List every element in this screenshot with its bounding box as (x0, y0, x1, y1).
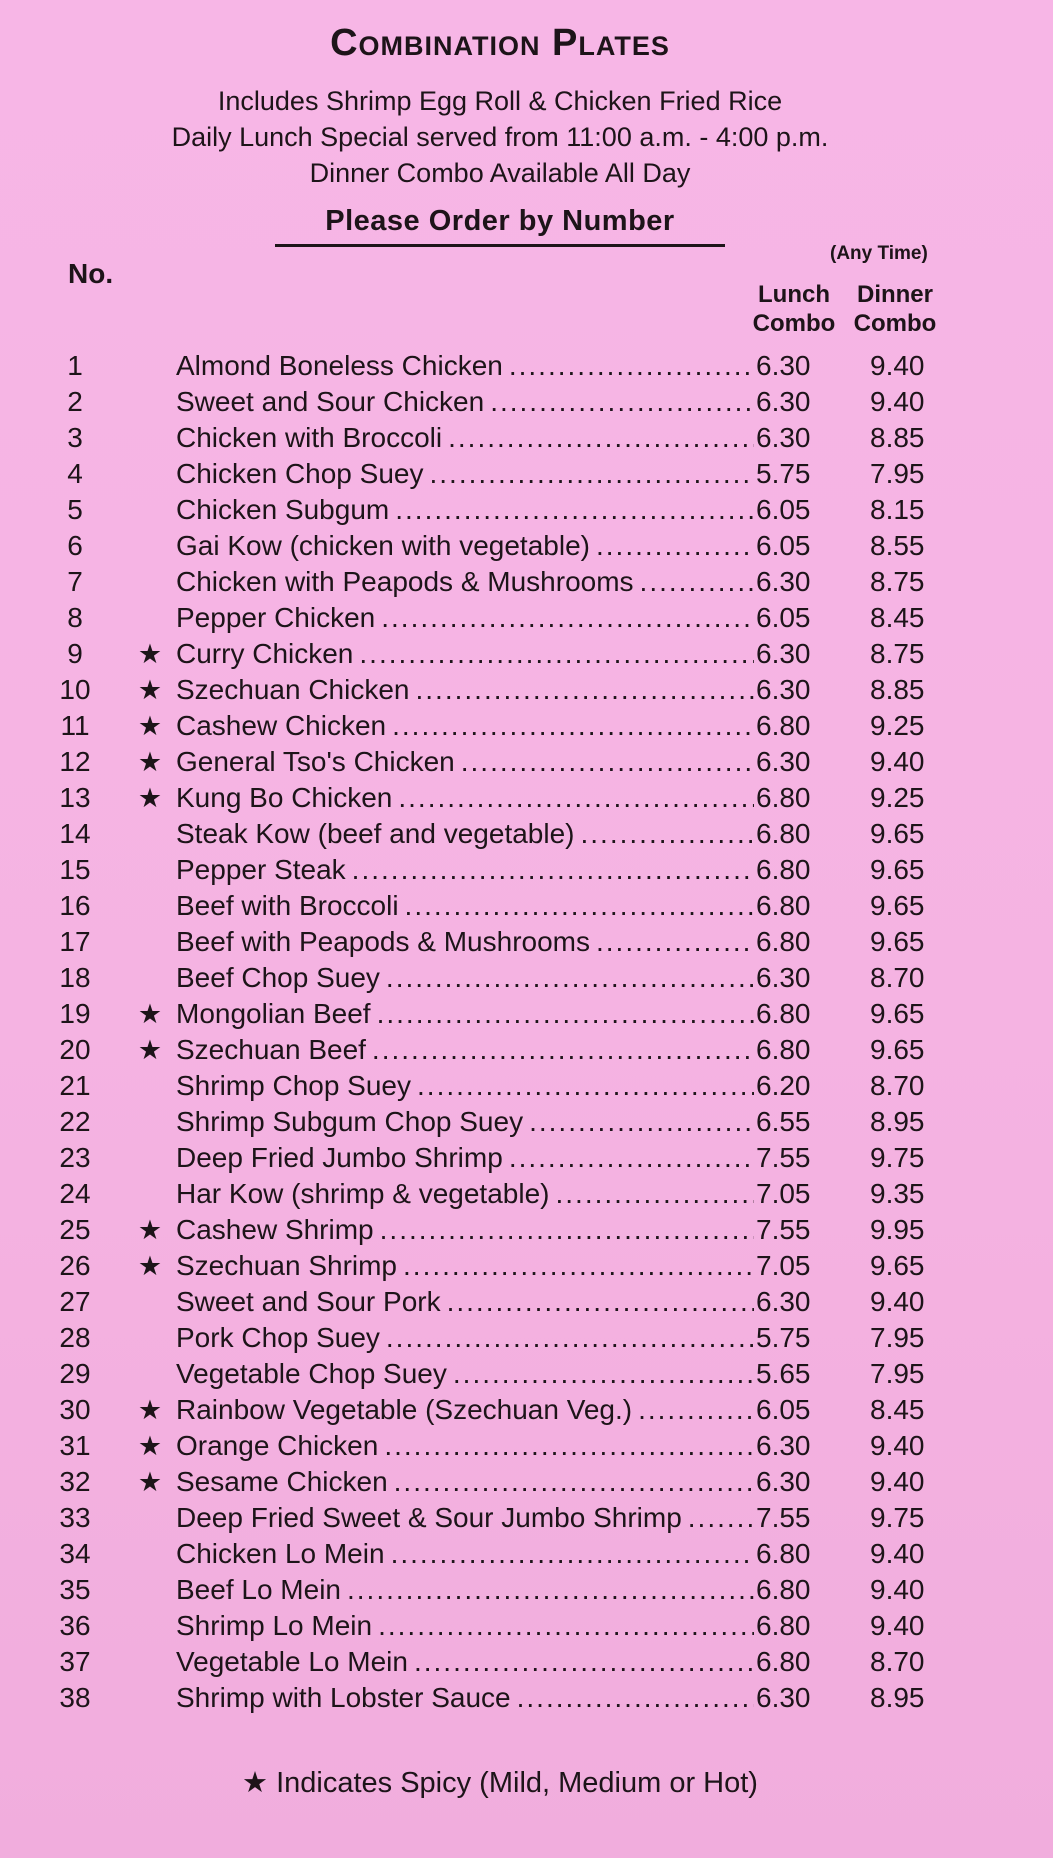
item-name: Vegetable Lo Mein (176, 1646, 408, 1677)
item-name-leader (176, 1284, 754, 1320)
item-name-leader (176, 1500, 754, 1536)
menu-item-row (0, 456, 1053, 492)
menu-item-row (0, 1392, 1053, 1428)
dot-leader (386, 1320, 754, 1356)
lunch-price: 6.30 (756, 1430, 811, 1461)
lunch-price: 7.55 (756, 1142, 811, 1173)
item-name: Almond Boneless Chicken (176, 350, 503, 381)
item-number: 29 (59, 1358, 91, 1389)
menu-item-row (0, 420, 1053, 456)
item-name: Beef with Broccoli (176, 890, 399, 921)
order-by-number-heading: Please Order by Number (275, 205, 725, 247)
item-number: 34 (59, 1538, 91, 1569)
item-name: Beef with Peapods & Mushrooms (176, 926, 590, 957)
lunch-price: 6.30 (756, 350, 811, 381)
item-number: 12 (59, 746, 91, 777)
dinner-price: 9.40 (870, 1286, 925, 1317)
dinner-price: 9.75 (870, 1142, 925, 1173)
lunch-price: 6.30 (756, 386, 811, 417)
dot-leader (359, 636, 754, 672)
menu-item-row (0, 1500, 1053, 1536)
item-name: Chicken with Broccoli (176, 422, 443, 453)
menu-item-list (0, 348, 1053, 1716)
dot-leader (414, 1644, 754, 1680)
lunch-price: 6.05 (756, 494, 811, 525)
item-name-leader (176, 744, 754, 780)
dot-leader (417, 1068, 754, 1104)
dinner-price: 8.15 (870, 494, 925, 525)
item-number: 19 (59, 998, 91, 1029)
item-number: 1 (67, 350, 83, 381)
item-name: Cashew Chicken (176, 710, 387, 741)
spicy-star-icon: ★ (137, 1395, 163, 1425)
menu-item-row (0, 1608, 1053, 1644)
item-name-leader (176, 420, 754, 456)
item-name-leader (176, 636, 754, 672)
menu-item-row (0, 384, 1053, 420)
item-number: 37 (59, 1646, 91, 1677)
lunch-price: 6.30 (756, 1466, 811, 1497)
item-number: 33 (59, 1502, 91, 1533)
spicy-star-icon: ★ (137, 639, 163, 669)
item-number: 26 (59, 1250, 91, 1281)
lunch-price: 6.80 (756, 1538, 811, 1569)
item-name: Chicken with Peapods & Mushrooms (176, 566, 634, 597)
item-name: Steak Kow (beef and vegetable) (176, 818, 575, 849)
item-name: Vegetable Chop Suey (176, 1358, 447, 1389)
item-name: Chicken Lo Mein (176, 1538, 385, 1569)
menu-item-row (0, 672, 1053, 708)
item-name-leader (176, 924, 754, 960)
item-name: Cashew Shrimp (176, 1214, 374, 1245)
item-number: 17 (59, 926, 91, 957)
item-name-leader (176, 1176, 754, 1212)
item-number: 10 (59, 674, 91, 705)
dot-leader (640, 564, 754, 600)
menu-item-row (0, 1284, 1053, 1320)
spicy-star-icon: ★ (137, 1035, 163, 1065)
menu-item-row (0, 1356, 1053, 1392)
dot-leader (381, 600, 754, 636)
menu-item-row (0, 600, 1053, 636)
dinner-price: 9.40 (870, 1538, 925, 1569)
dinner-price: 9.65 (870, 1250, 925, 1281)
item-name-leader (176, 1140, 754, 1176)
item-name: Chicken Chop Suey (176, 458, 424, 489)
item-name: Szechuan Beef (176, 1034, 366, 1065)
dot-leader (688, 1500, 754, 1536)
item-number: 9 (67, 638, 83, 669)
item-name: Gai Kow (chicken with vegetable) (176, 530, 590, 561)
dot-leader (555, 1176, 754, 1212)
item-number: 31 (59, 1430, 91, 1461)
spicy-star-icon: ★ (137, 999, 163, 1029)
item-name-leader (176, 564, 754, 600)
dinner-price: 9.40 (870, 350, 925, 381)
item-number: 8 (67, 602, 83, 633)
dot-leader (380, 1212, 754, 1248)
lunch-price: 6.05 (756, 602, 811, 633)
menu-title: Combination Plates (330, 22, 670, 64)
lunch-price: 6.05 (756, 1394, 811, 1425)
dinner-combo-header-label: Dinner Combo (853, 281, 937, 337)
item-name-leader (176, 1464, 754, 1500)
dinner-price: 9.40 (870, 746, 925, 777)
dinner-price: 8.55 (870, 530, 925, 561)
dinner-note: Dinner Combo Available All Day (309, 158, 691, 188)
item-number: 11 (60, 710, 90, 741)
lunch-price: 5.65 (756, 1358, 811, 1389)
spicy-star-icon: ★ (137, 1251, 163, 1281)
item-name: Szechuan Chicken (176, 674, 410, 705)
lunch-price: 6.80 (756, 782, 811, 813)
item-name-leader (176, 888, 754, 924)
item-name: Rainbow Vegetable (Szechuan Veg.) (176, 1394, 633, 1425)
dinner-price: 9.75 (870, 1502, 925, 1533)
item-number: 4 (67, 458, 83, 489)
item-name: General Tso's Chicken (176, 746, 455, 777)
item-number: 18 (59, 962, 91, 993)
menu-item-row (0, 1428, 1053, 1464)
dinner-price: 8.95 (870, 1682, 925, 1713)
item-number: 7 (67, 566, 83, 597)
menu-item-row (0, 1032, 1053, 1068)
item-name-leader (176, 456, 754, 492)
lunch-price: 7.55 (756, 1502, 811, 1533)
menu-item-row (0, 780, 1053, 816)
dinner-price: 8.70 (870, 962, 925, 993)
dot-leader (377, 996, 754, 1032)
dinner-price: 9.65 (870, 854, 925, 885)
item-name: Beef Lo Mein (176, 1574, 341, 1605)
spicy-star-icon: ★ (137, 1467, 163, 1497)
any-time-note: (Any Time) (830, 243, 928, 264)
item-number: 30 (59, 1394, 91, 1425)
dot-leader (509, 1140, 754, 1176)
item-number: 24 (59, 1178, 91, 1209)
dot-leader (529, 1104, 754, 1140)
dot-leader (398, 780, 754, 816)
item-name-leader (176, 1428, 754, 1464)
dinner-price: 9.40 (870, 1574, 925, 1605)
lunch-price: 6.30 (756, 422, 811, 453)
item-name: Chicken Subgum (176, 494, 390, 525)
item-name-leader (176, 816, 754, 852)
dinner-price: 7.95 (870, 1322, 925, 1353)
item-name: Kung Bo Chicken (176, 782, 393, 813)
item-name-leader (176, 780, 754, 816)
menu-item-row (0, 528, 1053, 564)
dinner-price: 8.95 (870, 1106, 925, 1137)
item-name: Deep Fried Jumbo Shrimp (176, 1142, 503, 1173)
dinner-price: 9.65 (870, 1034, 925, 1065)
lunch-price: 7.05 (756, 1178, 811, 1209)
dinner-price: 9.65 (870, 998, 925, 1029)
item-number: 25 (59, 1214, 91, 1245)
dot-leader (509, 348, 754, 384)
item-name: Sweet and Sour Chicken (176, 386, 485, 417)
spicy-legend: ★ Indicates Spicy (Mild, Medium or Hot) (242, 1767, 758, 1799)
dot-leader (352, 852, 754, 888)
dinner-price: 7.95 (870, 1358, 925, 1389)
dot-leader (386, 960, 754, 996)
lunch-price: 6.80 (756, 710, 811, 741)
dot-leader (447, 1284, 754, 1320)
dinner-price: 9.40 (870, 1610, 925, 1641)
item-name: Pepper Chicken (176, 602, 376, 633)
dot-leader (372, 1032, 754, 1068)
menu-item-row (0, 744, 1053, 780)
menu-item-row (0, 924, 1053, 960)
item-name: Sweet and Sour Pork (176, 1286, 441, 1317)
item-name: Szechuan Shrimp (176, 1250, 398, 1281)
item-name-leader (176, 1392, 754, 1428)
lunch-price: 7.55 (756, 1214, 811, 1245)
item-name-leader (176, 1032, 754, 1068)
lunch-price: 5.75 (756, 458, 811, 489)
menu-item-row (0, 1248, 1053, 1284)
dinner-price: 9.65 (870, 818, 925, 849)
menu-item-row (0, 1680, 1053, 1716)
dinner-price: 9.65 (870, 890, 925, 921)
spicy-star-icon: ★ (137, 747, 163, 777)
menu-item-row (0, 1572, 1053, 1608)
menu-item-row (0, 492, 1053, 528)
dot-leader (638, 1392, 754, 1428)
menu-item-row (0, 564, 1053, 600)
item-number: 27 (59, 1286, 91, 1317)
item-name-leader (176, 672, 754, 708)
item-number: 13 (59, 782, 91, 813)
item-number: 38 (59, 1682, 91, 1713)
lunch-price: 6.80 (756, 818, 811, 849)
menu-item-row (0, 1536, 1053, 1572)
dot-leader (461, 744, 754, 780)
lunch-price: 6.80 (756, 998, 811, 1029)
lunch-price: 6.30 (756, 638, 811, 669)
item-name: Sesame Chicken (176, 1466, 388, 1497)
spicy-star-icon: ★ (137, 675, 163, 705)
dinner-price: 7.95 (870, 458, 925, 489)
dinner-price: 9.65 (870, 926, 925, 957)
item-name-leader (176, 1104, 754, 1140)
item-number: 35 (59, 1574, 91, 1605)
item-number: 5 (67, 494, 83, 525)
item-name-leader (176, 1608, 754, 1644)
item-name: Pork Chop Suey (176, 1322, 380, 1353)
lunch-price: 6.30 (756, 962, 811, 993)
item-name-leader (176, 708, 754, 744)
menu-item-row (0, 1212, 1053, 1248)
lunch-price: 7.05 (756, 1250, 811, 1281)
item-number: 21 (59, 1070, 91, 1101)
item-name-leader (176, 960, 754, 996)
spicy-star-icon: ★ (137, 711, 163, 741)
dot-leader (391, 1536, 754, 1572)
lunch-price: 6.80 (756, 890, 811, 921)
item-name-leader (176, 1356, 754, 1392)
menu-item-row (0, 1320, 1053, 1356)
item-name-leader (176, 528, 754, 564)
lunch-price: 6.05 (756, 530, 811, 561)
item-number: 6 (67, 530, 83, 561)
lunch-price: 6.30 (756, 1286, 811, 1317)
dinner-price: 8.75 (870, 638, 925, 669)
dot-leader (347, 1572, 754, 1608)
lunch-price: 6.80 (756, 1646, 811, 1677)
item-number: 3 (67, 422, 83, 453)
lunch-hours-note: Daily Lunch Special served from 11:00 a.m. - 4:00 p.m. (171, 122, 829, 152)
dinner-price: 8.85 (870, 674, 925, 705)
item-name-leader (176, 1212, 754, 1248)
item-name: Mongolian Beef (176, 998, 371, 1029)
item-number: 28 (59, 1322, 91, 1353)
item-name-leader (176, 1248, 754, 1284)
dot-leader (403, 1248, 754, 1284)
dinner-price: 9.25 (870, 710, 925, 741)
menu-item-row (0, 888, 1053, 924)
item-name: Beef Chop Suey (176, 962, 380, 993)
dot-leader (378, 1608, 754, 1644)
item-number: 36 (59, 1610, 91, 1641)
number-column-header: No. (68, 258, 114, 289)
dot-leader (580, 816, 754, 852)
menu-item-row (0, 1464, 1053, 1500)
item-name-leader (176, 1680, 754, 1716)
lunch-price: 6.80 (756, 926, 811, 957)
menu-item-row (0, 816, 1053, 852)
menu-item-row (0, 636, 1053, 672)
dinner-price: 9.40 (870, 1466, 925, 1497)
menu-item-row (0, 1176, 1053, 1212)
menu-item-row (0, 348, 1053, 384)
dot-leader (448, 420, 754, 456)
menu-item-row (0, 1068, 1053, 1104)
dot-leader (395, 492, 754, 528)
item-number: 16 (59, 890, 91, 921)
item-name-leader (176, 1536, 754, 1572)
item-name-leader (176, 1572, 754, 1608)
item-name-leader (176, 852, 754, 888)
dot-leader (405, 888, 754, 924)
dinner-price: 8.70 (870, 1070, 925, 1101)
dinner-price: 8.45 (870, 602, 925, 633)
menu-item-row (0, 1644, 1053, 1680)
dinner-price: 9.40 (870, 386, 925, 417)
lunch-price: 6.20 (756, 1070, 811, 1101)
includes-note: Includes Shrimp Egg Roll & Chicken Fried Rice (217, 86, 783, 116)
dot-leader (394, 1464, 754, 1500)
spicy-star-icon: ★ (137, 783, 163, 813)
item-number: 23 (59, 1142, 91, 1173)
dot-leader (415, 672, 754, 708)
menu-item-row (0, 996, 1053, 1032)
lunch-price: 6.30 (756, 746, 811, 777)
item-name-leader (176, 600, 754, 636)
menu-item-row (0, 708, 1053, 744)
item-name: Pepper Steak (176, 854, 346, 885)
lunch-price: 6.80 (756, 854, 811, 885)
item-name: Shrimp Chop Suey (176, 1070, 412, 1101)
item-name-leader (176, 1068, 754, 1104)
menu-item-row (0, 1104, 1053, 1140)
dot-leader (384, 1428, 754, 1464)
item-name: Har Kow (shrimp & vegetable) (176, 1178, 550, 1209)
dinner-price: 8.75 (870, 566, 925, 597)
item-number: 20 (59, 1034, 91, 1065)
dot-leader (392, 708, 754, 744)
dot-leader (517, 1680, 754, 1716)
lunch-price: 6.30 (756, 566, 811, 597)
dot-leader (429, 456, 754, 492)
item-name: Shrimp Lo Mein (176, 1610, 373, 1641)
item-number: 22 (59, 1106, 91, 1137)
item-name-leader (176, 384, 754, 420)
item-name-leader (176, 1644, 754, 1680)
spicy-star-icon: ★ (137, 1215, 163, 1245)
lunch-combo-header-label: Lunch Combo (752, 281, 836, 337)
lunch-price: 6.80 (756, 1034, 811, 1065)
dot-leader (453, 1356, 754, 1392)
spicy-star-icon: ★ (137, 1431, 163, 1461)
dinner-price: 9.95 (870, 1214, 925, 1245)
lunch-combo-header (744, 280, 844, 338)
dinner-price: 9.25 (870, 782, 925, 813)
dinner-price: 9.40 (870, 1430, 925, 1461)
menu-item-row (0, 960, 1053, 996)
dinner-price: 9.35 (870, 1178, 925, 1209)
dot-leader (596, 924, 754, 960)
lunch-price: 6.55 (756, 1106, 811, 1137)
lunch-price: 5.75 (756, 1322, 811, 1353)
item-name-leader (176, 348, 754, 384)
item-name: Shrimp Subgum Chop Suey (176, 1106, 524, 1137)
dinner-price: 8.45 (870, 1394, 925, 1425)
item-number: 2 (67, 386, 83, 417)
item-number: 15 (59, 854, 91, 885)
dinner-price: 8.85 (870, 422, 925, 453)
item-name: Curry Chicken (176, 638, 354, 669)
item-name-leader (176, 996, 754, 1032)
item-name: Shrimp with Lobster Sauce (176, 1682, 511, 1713)
lunch-price: 6.80 (756, 1610, 811, 1641)
menu-item-row (0, 852, 1053, 888)
dinner-combo-header (845, 280, 945, 338)
menu-item-row (0, 1140, 1053, 1176)
item-number: 32 (59, 1466, 91, 1497)
lunch-price: 6.30 (756, 1682, 811, 1713)
item-name: Deep Fried Sweet & Sour Jumbo Shrimp (176, 1502, 682, 1533)
dot-leader (596, 528, 754, 564)
item-name: Orange Chicken (176, 1430, 379, 1461)
item-name-leader (176, 1320, 754, 1356)
item-name-leader (176, 492, 754, 528)
dot-leader (490, 384, 754, 420)
lunch-price: 6.80 (756, 1574, 811, 1605)
dinner-price: 8.70 (870, 1646, 925, 1677)
lunch-price: 6.30 (756, 674, 811, 705)
item-number: 14 (59, 818, 91, 849)
